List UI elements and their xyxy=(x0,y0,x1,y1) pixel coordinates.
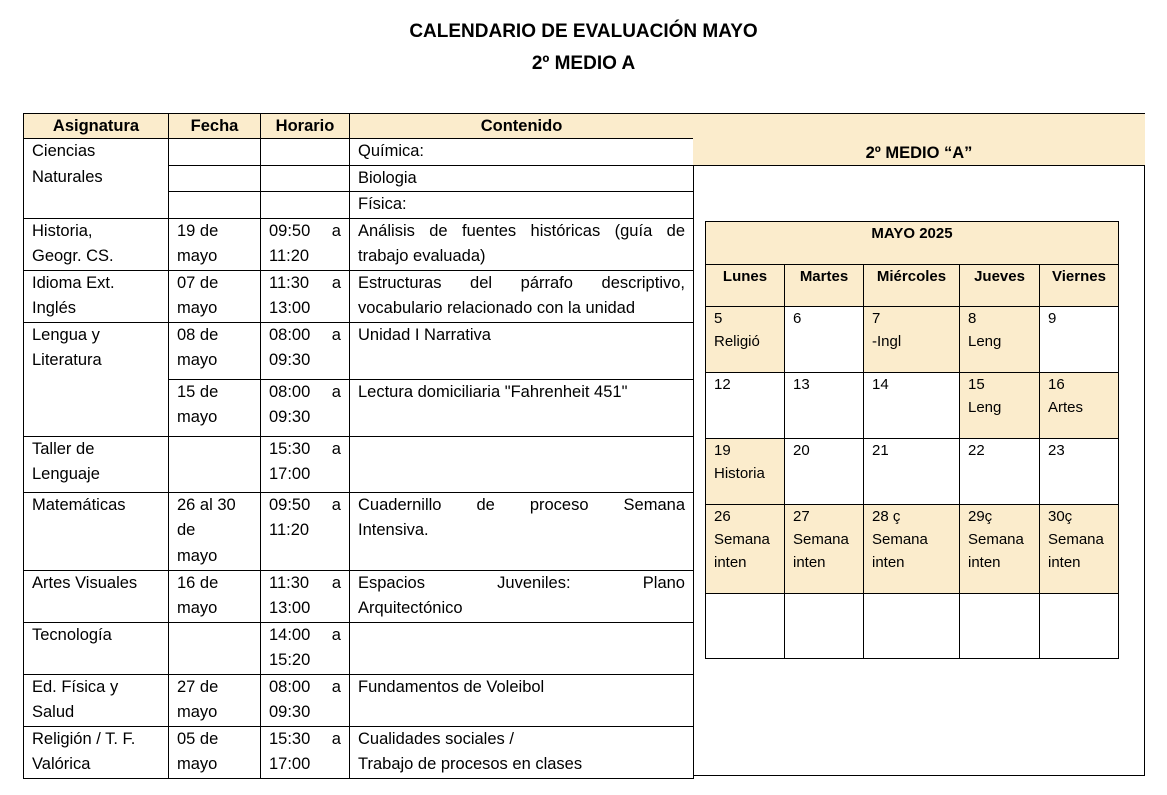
subject-cell xyxy=(24,139,169,219)
day-number: 30ç xyxy=(1048,508,1073,525)
date-text: mayo xyxy=(177,408,218,426)
subject-text: Lengua y xyxy=(32,325,100,344)
subject-cell xyxy=(24,270,169,322)
time-cell xyxy=(261,270,350,322)
content-cell xyxy=(350,436,694,492)
content-cell xyxy=(350,270,694,322)
content-cell xyxy=(350,379,694,436)
calendar-day xyxy=(706,439,785,505)
content-cell xyxy=(350,726,694,778)
calendar-week xyxy=(706,373,1119,439)
subject-cell xyxy=(24,436,169,492)
date-text: mayo xyxy=(177,599,218,617)
date-text: mayo xyxy=(177,755,218,773)
content-cell xyxy=(350,622,694,674)
subject-cell xyxy=(24,726,169,778)
date-cell xyxy=(169,165,261,192)
header-asignatura: Asignatura xyxy=(24,114,169,139)
calendar-day xyxy=(960,307,1040,373)
time-text: 09:30 xyxy=(269,351,311,369)
content-cell xyxy=(350,322,694,379)
calendar-day xyxy=(960,439,1040,505)
day-note: Historia xyxy=(714,465,765,482)
time-cell xyxy=(261,436,350,492)
table-row xyxy=(24,726,694,778)
calendar-day xyxy=(706,505,785,594)
time-text: 17:00 xyxy=(269,755,311,773)
date-text: 05 de xyxy=(177,729,219,748)
date-text: mayo xyxy=(177,247,218,265)
subject-text: Idioma Ext. xyxy=(32,273,115,292)
calendar-section-title: 2º MEDIO “A” xyxy=(693,114,1145,166)
day-note: Artes xyxy=(1048,399,1084,416)
time-cell xyxy=(261,570,350,622)
content-cell xyxy=(350,492,694,570)
time-text: 13:00 xyxy=(269,299,311,317)
date-cell xyxy=(169,674,261,726)
day-number: 19 xyxy=(714,442,731,459)
day-number: 23 xyxy=(1048,442,1065,459)
document-subtitle: 2º MEDIO A xyxy=(531,53,636,74)
content-text: Lectura domiciliaria "Fahrenheit 451" xyxy=(358,382,628,401)
day-note: inten xyxy=(872,554,905,571)
header-horario: Horario xyxy=(261,114,350,139)
date-cell xyxy=(169,379,261,436)
time-text: 13:00 xyxy=(269,599,311,617)
calendar-month-title: MAYO 2025 xyxy=(706,222,1119,265)
calendar-day xyxy=(1040,505,1119,594)
day-note: -Ingl xyxy=(872,333,902,350)
table-row xyxy=(24,436,694,492)
calendar-week xyxy=(706,594,1119,659)
date-cell xyxy=(169,726,261,778)
time-cell xyxy=(261,379,350,436)
content-text: Arquitectónico xyxy=(358,599,463,617)
calendar-day xyxy=(864,439,960,505)
content-cell xyxy=(350,674,694,726)
calendar-day xyxy=(960,373,1040,439)
day-note: inten xyxy=(1048,554,1081,571)
time-text: 09:50 a xyxy=(269,221,341,240)
subject-text: Lenguaje xyxy=(32,465,100,483)
date-cell xyxy=(169,570,261,622)
date-text: 26 al 30 xyxy=(177,495,236,514)
weekday-martes: Martes xyxy=(785,265,864,307)
date-cell xyxy=(169,492,261,570)
calendar-day xyxy=(785,307,864,373)
date-text: mayo xyxy=(177,299,218,317)
weekday-jueves: Jueves xyxy=(960,265,1040,307)
calendar-day xyxy=(864,505,960,594)
subject-cell xyxy=(24,570,169,622)
table-row xyxy=(24,674,694,726)
time-text: 09:50 a xyxy=(269,495,341,514)
date-cell xyxy=(169,622,261,674)
date-text: 19 de xyxy=(177,221,219,240)
calendar-day xyxy=(785,505,864,594)
content-text: Trabajo de procesos en clases xyxy=(358,755,583,773)
subject-text: Taller de xyxy=(32,439,95,458)
calendar-title-row xyxy=(706,222,1119,265)
content-text: Unidad I Narrativa xyxy=(358,325,491,344)
table-row xyxy=(24,622,694,674)
time-text: 08:00 a xyxy=(269,677,341,696)
day-number: 29ç xyxy=(968,508,993,525)
subject-text: Ciencias xyxy=(32,142,96,160)
day-number: 22 xyxy=(968,442,985,459)
time-text: 11:30 a xyxy=(269,573,341,592)
table-row xyxy=(24,139,694,166)
time-cell xyxy=(261,165,350,192)
content-cell: Química: xyxy=(350,139,694,166)
day-number: 7 xyxy=(872,310,881,327)
date-text: de xyxy=(177,521,196,539)
table-row xyxy=(24,492,694,570)
calendar-week xyxy=(706,307,1119,373)
day-note: Semana xyxy=(872,531,928,548)
day-number: 14 xyxy=(872,376,889,393)
calendar-week xyxy=(706,505,1119,594)
date-cell xyxy=(169,218,261,270)
time-text: 11:30 a xyxy=(269,273,341,292)
weekday-viernes: Viernes xyxy=(1040,265,1119,307)
date-cell xyxy=(169,322,261,379)
day-note: Semana xyxy=(714,531,770,548)
day-number: 6 xyxy=(793,310,802,327)
time-cell xyxy=(261,492,350,570)
day-note: Semana xyxy=(968,531,1024,548)
day-note: Semana xyxy=(793,531,849,548)
subject-text: Literatura xyxy=(32,351,102,369)
time-text: 09:30 xyxy=(269,703,311,721)
weekday-miercoles: Miércoles xyxy=(864,265,960,307)
day-number: 26 xyxy=(714,508,731,525)
date-text: 15 de xyxy=(177,382,219,401)
time-cell xyxy=(261,674,350,726)
content-text: trabajo evaluada) xyxy=(358,247,486,265)
time-cell xyxy=(261,192,350,219)
subject-text: Religión / T. F. xyxy=(32,729,136,748)
document-title: CALENDARIO DE EVALUACIÓN MAYO xyxy=(409,21,758,42)
date-text: 08 de xyxy=(177,325,219,344)
calendar-day xyxy=(864,373,960,439)
subject-text: Valórica xyxy=(32,755,91,773)
calendar-day xyxy=(960,505,1040,594)
time-text: 17:00 xyxy=(269,465,311,483)
date-text: mayo xyxy=(177,351,218,369)
weekday-lunes: Lunes xyxy=(706,265,785,307)
time-text: 11:20 xyxy=(269,521,310,539)
table-row xyxy=(24,270,694,322)
time-cell xyxy=(261,218,350,270)
date-text: 16 de xyxy=(177,573,219,592)
time-cell xyxy=(261,139,350,166)
day-number: 5 xyxy=(714,310,723,327)
day-number: 13 xyxy=(793,376,810,393)
content-text: Estructuras del párrafo descriptivo, xyxy=(358,273,685,292)
time-text: 11:20 xyxy=(269,247,310,265)
content-text: Cuadernillo de proceso Semana xyxy=(358,495,685,514)
day-note: Leng xyxy=(968,333,1002,350)
date-cell xyxy=(169,139,261,166)
subject-text: Artes Visuales xyxy=(32,573,138,592)
content-cell: Biologia xyxy=(350,165,694,192)
date-text: mayo xyxy=(177,703,218,721)
table-row xyxy=(24,570,694,622)
table-row xyxy=(24,218,694,270)
calendar-day xyxy=(864,307,960,373)
content-cell: Física: xyxy=(350,192,694,219)
evaluation-table xyxy=(23,113,694,779)
content-text: Análisis de fuentes históricas (guía de xyxy=(358,221,685,240)
day-number: 15 xyxy=(968,376,985,393)
calendar-day xyxy=(706,594,785,659)
day-number: 12 xyxy=(714,376,731,393)
subject-text: Geogr. CS. xyxy=(32,247,114,265)
day-note: Religió xyxy=(714,333,760,350)
subject-cell xyxy=(24,492,169,570)
date-cell xyxy=(169,436,261,492)
subject-text: Salud xyxy=(32,703,75,721)
subject-cell xyxy=(24,218,169,270)
date-text: 27 de xyxy=(177,677,219,696)
table-row xyxy=(24,322,694,379)
time-text: 15:30 a xyxy=(269,439,341,458)
subject-text: Naturales xyxy=(32,167,103,186)
subject-cell xyxy=(24,674,169,726)
time-cell xyxy=(261,322,350,379)
calendar-day xyxy=(960,594,1040,659)
day-note: inten xyxy=(793,554,826,571)
table-header-row xyxy=(24,114,694,139)
day-number: 27 xyxy=(793,508,810,525)
day-number: 21 xyxy=(872,442,889,459)
day-number: 16 xyxy=(1048,376,1065,393)
day-note: inten xyxy=(968,554,1001,571)
time-text: 08:00 a xyxy=(269,382,341,401)
content-text: Fundamentos de Voleibol xyxy=(358,677,545,696)
subject-text: Ed. Física y xyxy=(32,677,119,696)
subject-text: Inglés xyxy=(32,299,77,317)
calendar-day xyxy=(1040,307,1119,373)
time-text: 09:30 xyxy=(269,408,311,426)
time-text: 08:00 a xyxy=(269,325,341,344)
header-contenido: Contenido xyxy=(350,114,694,139)
calendar-day xyxy=(1040,373,1119,439)
time-cell xyxy=(261,726,350,778)
content-cell xyxy=(350,218,694,270)
date-text: 07 de xyxy=(177,273,219,292)
time-text: 14:00 a xyxy=(269,625,341,644)
content-text: Espacios Juveniles: Plano xyxy=(358,573,685,592)
day-note: Semana xyxy=(1048,531,1104,548)
calendar-week xyxy=(706,439,1119,505)
subject-cell xyxy=(24,322,169,436)
subject-text: Tecnología xyxy=(32,625,112,644)
day-number: 20 xyxy=(793,442,810,459)
subject-text: Matemáticas xyxy=(32,495,126,514)
content-text: Intensiva. xyxy=(358,521,429,539)
content-text: vocabulario relacionado con la unidad xyxy=(358,299,636,317)
calendar-day xyxy=(785,439,864,505)
subject-cell xyxy=(24,622,169,674)
content-cell xyxy=(350,570,694,622)
day-note: inten xyxy=(714,554,747,571)
calendar-day xyxy=(864,594,960,659)
calendar-day xyxy=(785,594,864,659)
time-text: 15:20 xyxy=(269,651,311,669)
content-text: Cualidades sociales / xyxy=(358,729,514,748)
calendar-day xyxy=(706,373,785,439)
time-text: 15:30 a xyxy=(269,729,341,748)
day-note: Leng xyxy=(968,399,1002,416)
calendar-day xyxy=(706,307,785,373)
month-calendar xyxy=(705,221,1119,659)
day-number: 8 xyxy=(968,310,977,327)
time-cell xyxy=(261,622,350,674)
calendar-day xyxy=(785,373,864,439)
day-number: 28 ç xyxy=(872,508,901,525)
subject-text: Historia, xyxy=(32,221,93,240)
date-cell xyxy=(169,192,261,219)
date-text: mayo xyxy=(177,546,218,565)
calendar-day xyxy=(1040,439,1119,505)
weekday-row xyxy=(706,265,1119,307)
day-number: 9 xyxy=(1048,310,1057,327)
calendar-day xyxy=(1040,594,1119,659)
header-fecha: Fecha xyxy=(169,114,261,139)
date-cell xyxy=(169,270,261,322)
